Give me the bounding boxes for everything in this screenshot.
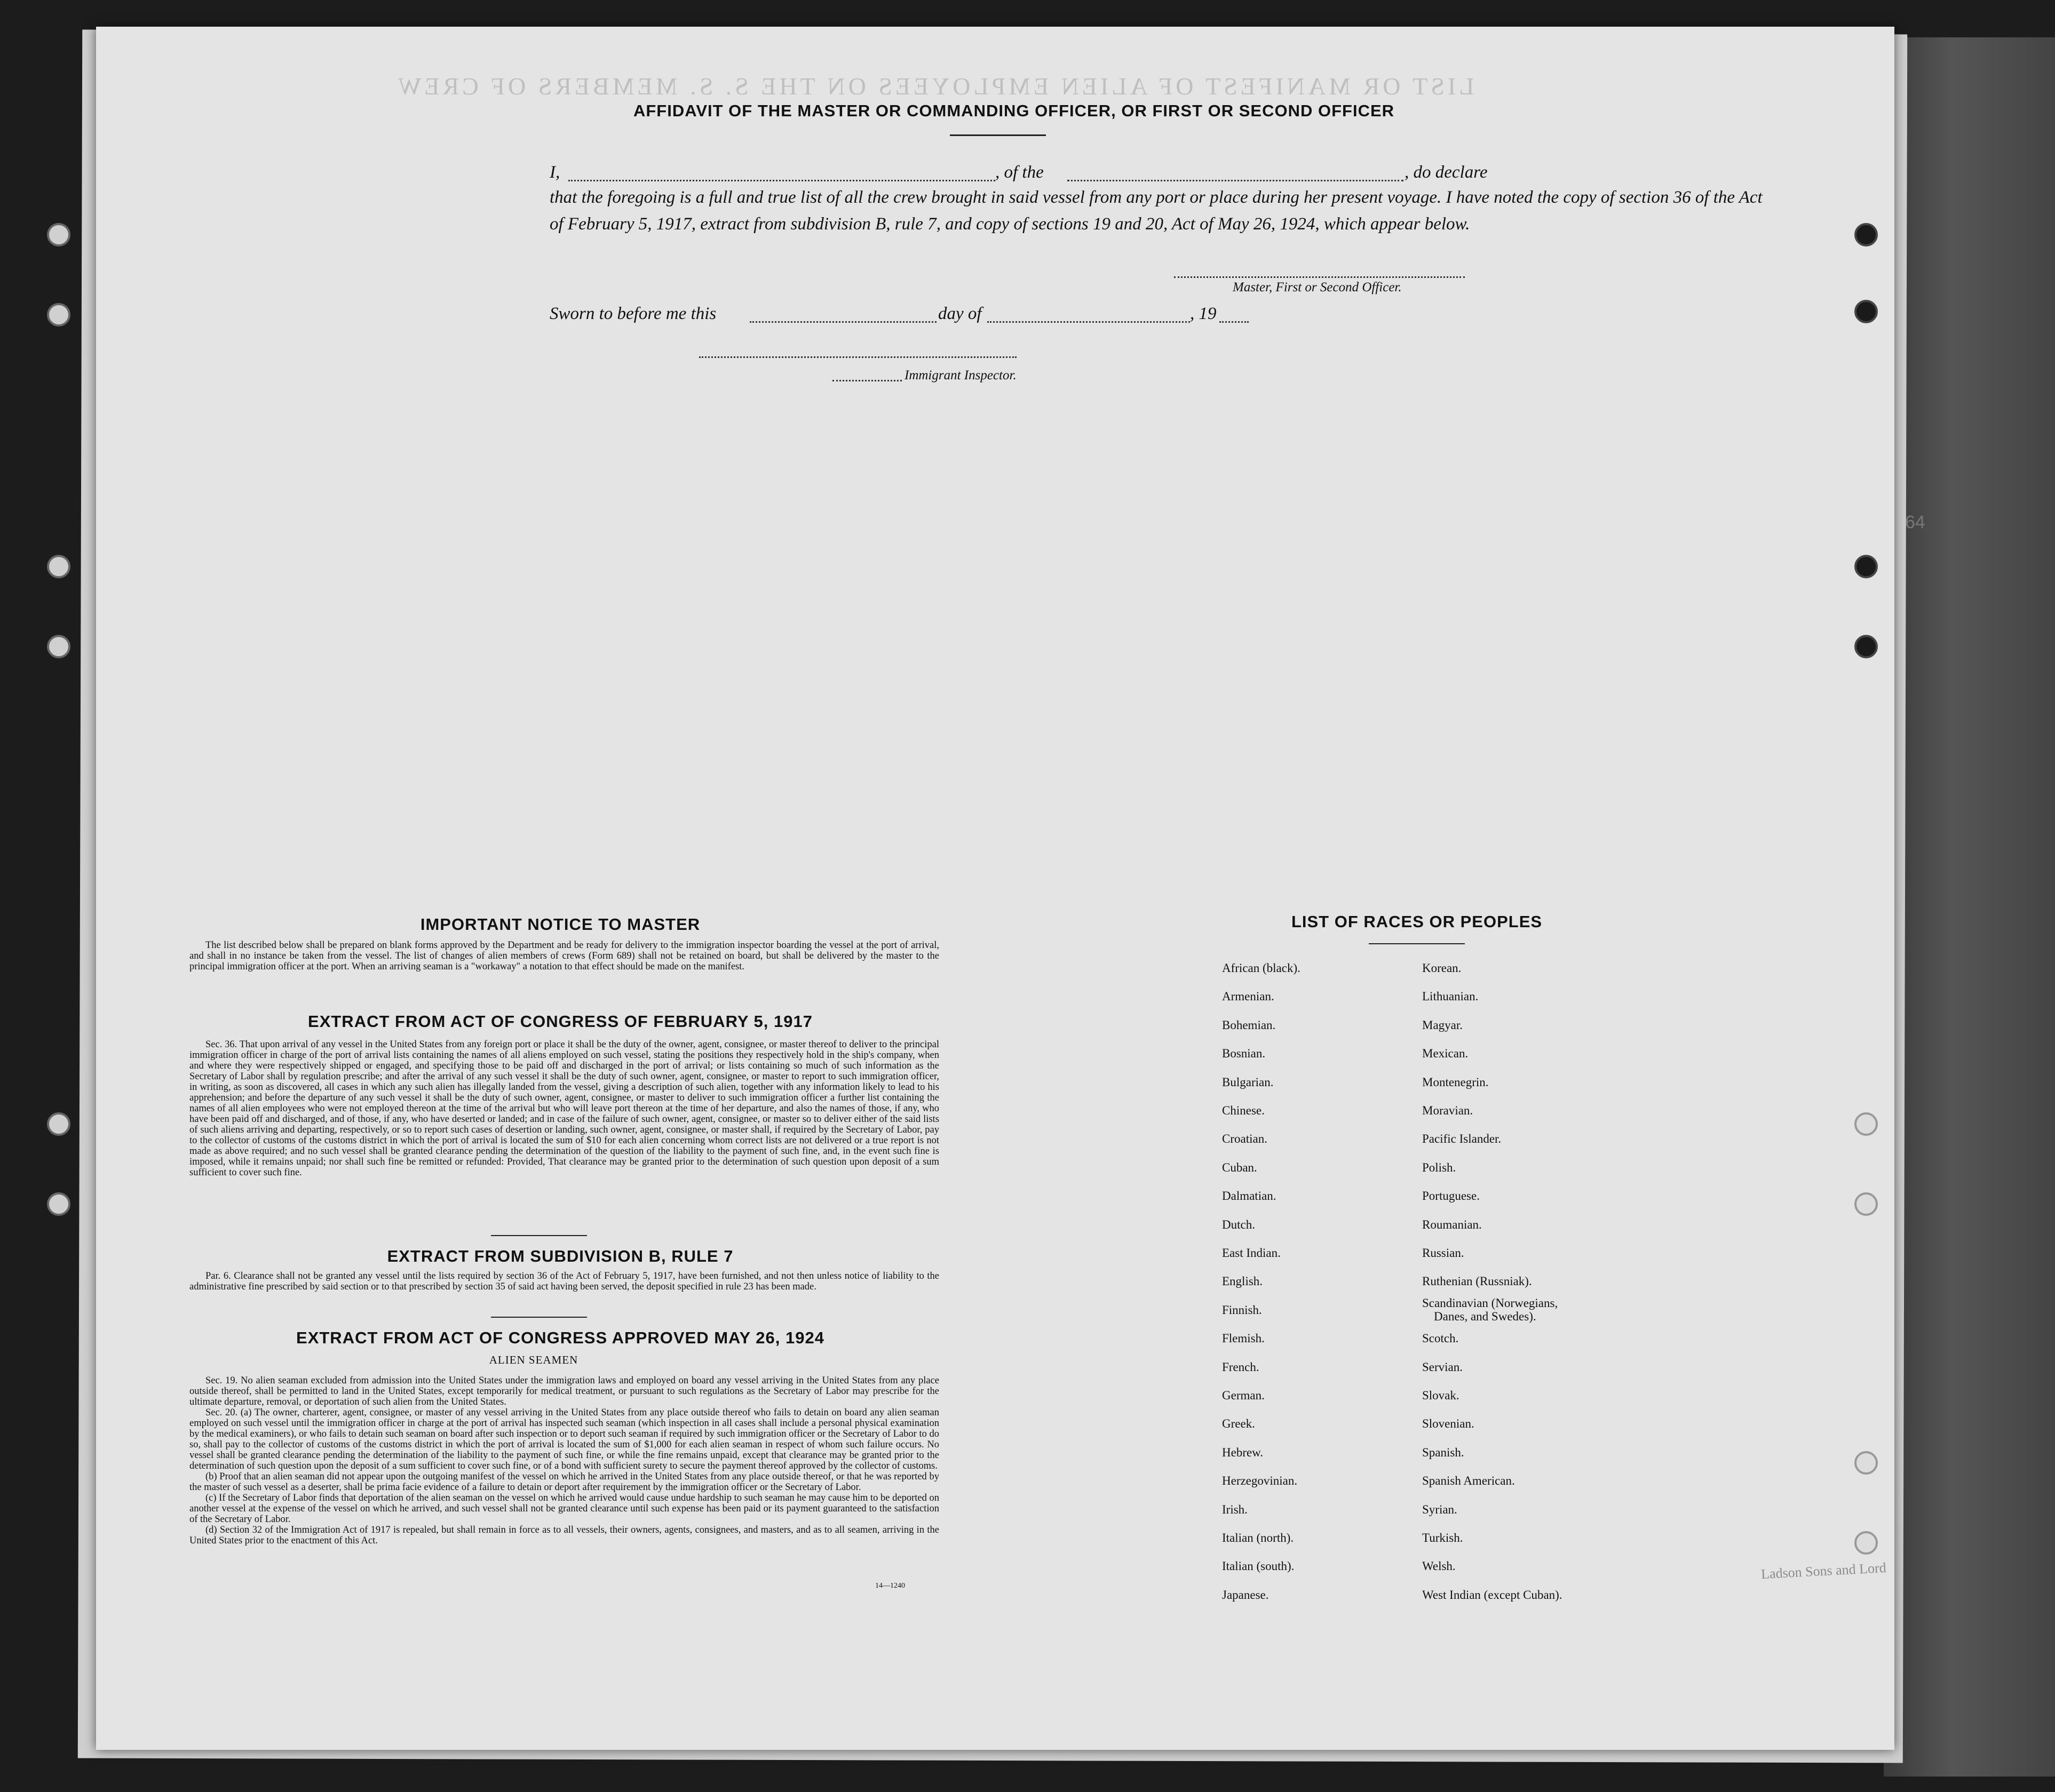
race-item: Irish.: [1222, 1502, 1248, 1516]
race-item: Dalmatian.: [1222, 1189, 1276, 1203]
race-item: Korean.: [1422, 961, 1462, 975]
edge-page-number: 64: [1905, 512, 1925, 532]
affidavit-title-rule: [950, 134, 1046, 136]
extract-1924-text: [189, 1375, 939, 1546]
sworn-day-line: [750, 321, 937, 323]
sec-19-paragraph: Sec. 19. No alien seaman excluded from admission into the United States under the immigration laws and employed on board any vessel arriving in the United States from any place outside thereof, shall be permitted to land in the United States, except temporarily for medical treatment, or pursuant to such regulations as the Secretary of Labor may prescribe for the ultimate departure, removal, or deportation of such alien from the United States.: [189, 1375, 939, 1407]
extract-1917-text: [189, 1039, 939, 1178]
binder-hole-icon: [1854, 1451, 1878, 1475]
races-title: LIST OF RACES OR PEOPLES: [1291, 912, 1543, 931]
binder-hole-icon: [47, 223, 70, 246]
race-item: Russian.: [1422, 1246, 1464, 1260]
race-item: Ruthenian (Russniak).: [1422, 1275, 1532, 1288]
race-item: Italian (north).: [1222, 1531, 1294, 1544]
affidavit-name-line: [568, 180, 995, 181]
race-item: Dutch.: [1222, 1217, 1255, 1231]
notice-text: [189, 940, 939, 972]
affidavit-do-declare: , do declare: [1405, 163, 1488, 182]
race-item: Cuban.: [1222, 1160, 1257, 1174]
extract-1917-paragraph: Sec. 36. That upon arrival of any vessel in the United States from any foreign port or place it shall be the duty of the owner, agent, consignee, or master thereof to deliver to the principal immigration officer in charge of the port of arrival lists containing the names of all aliens employed on such vessel, stating the positions they respectively hold in the ship's company, when and where they were respectively shipped or engaged, and specifying those to be paid off and discharged in the port of arrival; or lists containing so much of such information as the Secretary of Labor shall by regulation prescribe; and after the arrival of any such vessel it shall be the duty of such owner, agent, consignee, or master to report to such immigration officer, in writing, as soon as discovered, all cases in which any such alien has illegally landed from the vessel, giving a description of such alien, together with any information likely to lead to his apprehension; and before the departure of any such vessel it shall be the duty of such owner, agent, consignee, or master to deliver to such immigration officer a further list containing the names of all alien employees who were not employed thereon at the time of the arrival but who will leave port thereon at the time of her departure, and also the names of those, if any, who have been paid off and discharged, and of those, if any, who have deserted or landed; and in case of the failure of such owner, agent, consignee, or master so to deliver either of the said lists of such aliens arriving and departing, respectively, or so to report such cases of desertion or landing, such owner, agent, consignee, or master shall, if required by the Secretary of Labor, pay to the collector of customs of the customs district in which the port of arrival is located the sum of $10 for each alien concerning whom correct lists are not delivered or a true report is not made as above required; and no such vessel shall be granted clearance pending the determination of the question of the liability to the payment of such fine, and, in the event such fine is imposed, while it remains unpaid; nor shall such fine be remitted or refunded: Provided, That clearance may be granted prior to the determination of such question upon deposit of a sum sufficient to cover such fine.: [189, 1039, 939, 1178]
race-item: Spanish.: [1422, 1445, 1464, 1459]
sworn-year-line: [1219, 321, 1249, 323]
extract-rule7-text: [189, 1271, 939, 1292]
master-signature-line: [1174, 276, 1465, 278]
race-item: Bulgarian.: [1222, 1075, 1274, 1089]
affidavit-body: that the foregoing is a full and true list of all the crew brought in said vessel from any port or place during her present voyage. I have noted the copy of section 36 of the Act of February 5, 1917, extract from subdivision B, rule 7, and copy of sections 19 and 20, Act of May 26, 1924, which appear below.: [550, 188, 1763, 234]
notice-title: IMPORTANT NOTICE TO MASTER: [420, 915, 701, 934]
inspector-prefix-line: [832, 380, 902, 381]
race-item: Spanish American.: [1422, 1474, 1515, 1488]
race-item: Scandinavian (Norwegians,: [1422, 1296, 1558, 1310]
sec-20c-paragraph: (c) If the Secretary of Labor finds that deportation of the alien seaman on the vessel on which he arrived would cause undue hardship to such seaman he may cause him to be deported on another vessel at the expense of the vessel on which he arrived, and such vessel shall not be granted clearance until such expense has been paid or its payment guaranteed to the satisfaction of the Secretary of Labor.: [189, 1493, 939, 1525]
race-item: Roumanian.: [1422, 1217, 1482, 1231]
race-item: Polish.: [1422, 1160, 1456, 1174]
binder-backing: [1884, 37, 2055, 1777]
race-item: Croatian.: [1222, 1132, 1267, 1146]
race-item: Italian (south).: [1222, 1559, 1295, 1573]
race-item: West Indian (except Cuban).: [1422, 1588, 1562, 1602]
race-item: French.: [1222, 1360, 1259, 1374]
affidavit-title: AFFIDAVIT OF THE MASTER OR COMMANDING OFFICER, OR FIRST OR SECOND OFFICER: [633, 101, 1395, 120]
faded-stamp: Ladson Sons and Lord: [1760, 1559, 1887, 1582]
extract-1917-rule: [491, 1235, 587, 1236]
race-item: Flemish.: [1222, 1332, 1265, 1345]
sec-20b-paragraph: (b) Proof that an alien seaman did not appear upon the outgoing manifest of the vessel on which he arrived in the United States from any place outside thereof, or that he was reported by the master of such vessel as a deserter, shall be prima facie evidence of a failure to detain or deport after requirement by the immigration officer or the Secretary of Labor.: [189, 1471, 939, 1493]
binder-hole-icon: [47, 1192, 70, 1216]
race-item: Scotch.: [1422, 1332, 1459, 1345]
binder-hole-icon: [1854, 223, 1878, 246]
binder-hole-icon: [1854, 1192, 1878, 1216]
race-item: Slovenian.: [1422, 1417, 1474, 1431]
master-signature-label: Master, First or Second Officer.: [1233, 280, 1402, 294]
race-item: Hebrew.: [1222, 1445, 1264, 1459]
binder-hole-icon: [1854, 1531, 1878, 1555]
extract-rule7-rule: [491, 1317, 587, 1318]
race-item: Chinese.: [1222, 1104, 1265, 1117]
race-item: Moravian.: [1422, 1104, 1473, 1117]
sworn-month-line: [987, 321, 1190, 323]
inspector-signature-line: [699, 356, 1017, 358]
notice-paragraph: The list described below shall be prepared on blank forms approved by the Department and be ready for delivery to the immigration inspector boarding the vessel at the port of arrival, and shall in no instance be taken from the vessel. The list of changes of alien members of crews (Form 689) shall not be retained on board, but shall be delivered by the master to the principal immigration officer at the port. When an arriving seaman is a "workaway" a notation to that effect should be made on the manifest.: [189, 940, 939, 972]
binder-hole-icon: [1854, 555, 1878, 578]
race-item: Montenegrin.: [1422, 1075, 1489, 1089]
race-item: Bohemian.: [1222, 1018, 1276, 1032]
year-prefix: , 19: [1190, 304, 1217, 323]
race-item: Japanese.: [1222, 1588, 1269, 1602]
binder-hole-icon: [1854, 635, 1878, 658]
race-item: Greek.: [1222, 1417, 1255, 1431]
form-number: 14—1240: [875, 1582, 905, 1590]
extract-rule7-paragraph: Par. 6. Clearance shall not be granted any vessel until the lists required by section 36 of the Act of February 5, 1917, have been furnished, and not then unless notice of liability to the administrative fine prescribed by said section or to that prescribed by section 35 of said act having been served, the deposit specified in rule 23 has been made.: [189, 1271, 939, 1292]
affidavit-vessel-line: [1067, 180, 1403, 181]
binder-hole-icon: [47, 303, 70, 326]
race-item: Slovak.: [1422, 1389, 1459, 1402]
extract-1917-title: EXTRACT FROM ACT OF CONGRESS OF FEBRUARY 5, 1917: [308, 1012, 813, 1031]
extract-1924-title: EXTRACT FROM ACT OF CONGRESS APPROVED MAY 26, 1924: [296, 1328, 824, 1347]
race-item: Pacific Islander.: [1422, 1132, 1502, 1146]
race-item-continuation: Danes, and Swedes).: [1434, 1310, 1536, 1323]
race-item: Bosnian.: [1222, 1047, 1266, 1061]
bleedthrough-title: LIST OR MANIFEST OF ALIEN EMPLOYEES ON THE S. S. MEMBERS OF CREW: [395, 73, 1474, 100]
race-item: East Indian.: [1222, 1246, 1281, 1260]
inspector-label: Immigrant Inspector.: [904, 368, 1017, 383]
race-item: Finnish.: [1222, 1303, 1262, 1317]
sworn-label: Sworn to before me this: [550, 304, 717, 323]
extract-1924-subtitle: ALIEN SEAMEN: [489, 1353, 578, 1366]
race-item: African (black).: [1222, 961, 1300, 975]
race-item: Armenian.: [1222, 990, 1274, 1003]
extract-rule7-title: EXTRACT FROM SUBDIVISION B, RULE 7: [387, 1247, 734, 1265]
binder-hole-icon: [47, 1112, 70, 1136]
race-item: Syrian.: [1422, 1502, 1457, 1516]
race-item: German.: [1222, 1389, 1265, 1402]
race-item: Welsh.: [1422, 1559, 1456, 1573]
sec-20d-paragraph: (d) Section 32 of the Immigration Act of 1917 is repealed, but shall remain in force as to all vessels, their owners, agents, consignees, and masters, and as to all seamen, arriving in the United States prior to the enactment of this Act.: [189, 1525, 939, 1546]
affidavit-of-the-label: , of the: [995, 163, 1044, 182]
race-item: Portuguese.: [1422, 1189, 1480, 1203]
race-item: Herzegovinian.: [1222, 1474, 1298, 1488]
races-title-rule: [1369, 943, 1465, 944]
binder-hole-icon: [47, 555, 70, 578]
binder-hole-icon: [1854, 300, 1878, 323]
race-item: English.: [1222, 1275, 1263, 1288]
binder-hole-icon: [1854, 1112, 1878, 1136]
race-item: Servian.: [1422, 1360, 1463, 1374]
race-item: Magyar.: [1422, 1018, 1463, 1032]
affidavit-i-label: I,: [550, 163, 560, 182]
race-item: Lithuanian.: [1422, 990, 1479, 1003]
day-of-label: day of: [938, 304, 982, 323]
binder-hole-icon: [47, 635, 70, 658]
race-item: Mexican.: [1422, 1047, 1469, 1061]
sec-20a-paragraph: Sec. 20. (a) The owner, charterer, agent, consignee, or master of any vessel arriving in the United States from any place outside thereof who fails to detain on board any alien seaman employed on such vessel until the immigration officer in charge at the port of arrival has inspected such seaman (which inspection in all cases shall include a personal physical examination by the medical examiners), or who fails to detain such seaman on board after such inspection or to deport such seaman if required by such immigration officer or the Secretary of Labor to do so, shall pay to the collector of customs of the customs district in which the port of arrival is located the sum of $1,000 for each alien seaman in respect of whom such failure occurs. No vessel shall be granted clearance pending the determination of the liability to the payment of such fine, or while the fine remains unpaid, except that clearance may be granted prior to the determination of such question upon the deposit of a sum sufficient to cover such fine, or of a bond with sufficient surety to secure the payment thereof approved by the collector of customs.: [189, 1407, 939, 1471]
race-item: Turkish.: [1422, 1531, 1463, 1544]
